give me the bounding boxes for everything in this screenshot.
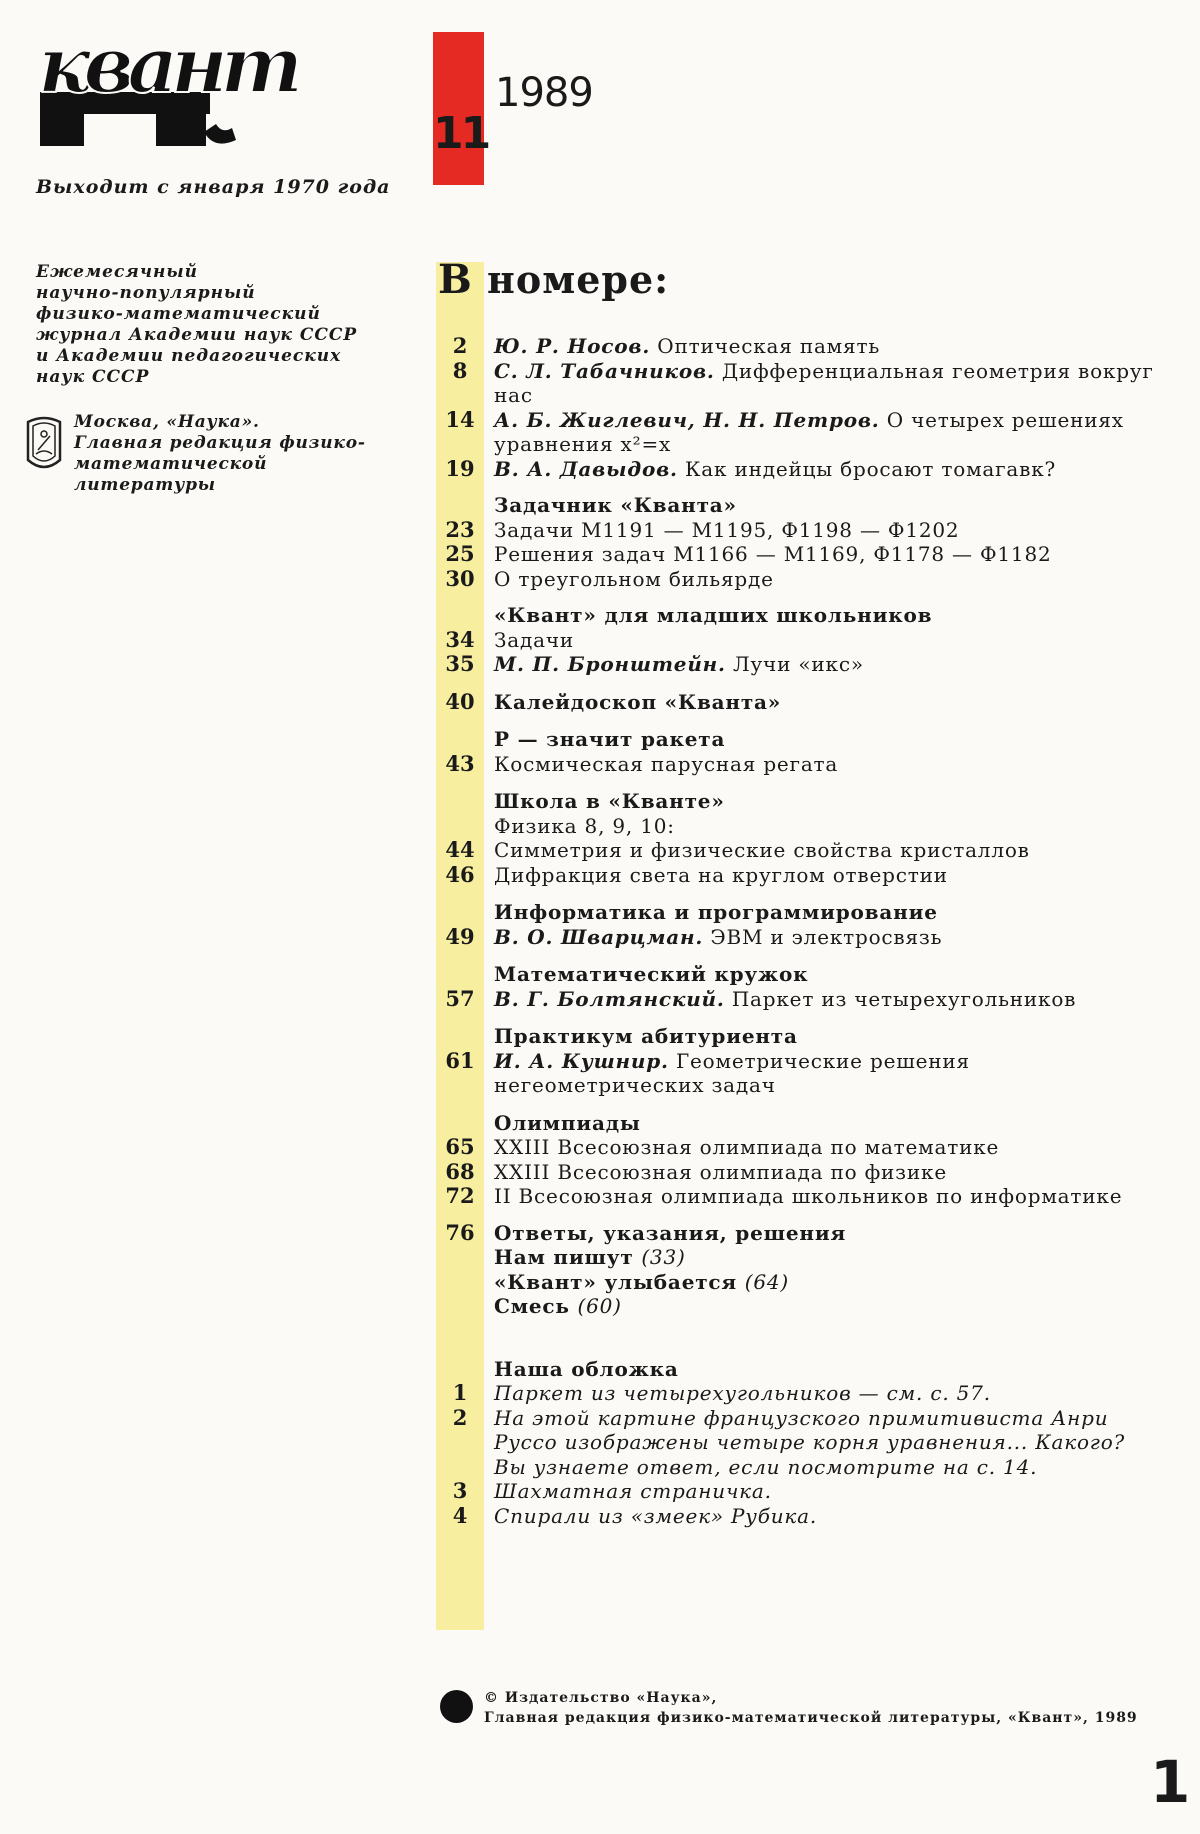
section-spacer [436,949,1176,962]
toc-row [436,1024,1176,1049]
description-line: и Академии педагогических [36,346,342,366]
toc-row [436,690,1176,715]
toc-author: М. П. Бронштейн. [494,652,726,676]
toc-row [436,334,1176,359]
toc-title: нас [494,383,533,407]
toc-entry [484,814,1176,839]
toc-entry [484,1381,1176,1406]
toc-row [436,542,1176,567]
toc-page-number: 25 [445,541,475,566]
toc-row [436,987,1176,1012]
toc-section-title: Ответы, указания, решения [494,1220,847,1245]
toc-row [436,1294,1176,1319]
toc-entry [484,1073,1176,1098]
toc-author: С. Л. Табачников. [494,358,715,383]
toc-row [436,1111,1176,1136]
toc-entry [484,863,1176,888]
toc-entry [484,1024,1176,1049]
toc-title: Задачи М1191 — М1195, Ф1198 — Ф1202 [494,517,960,542]
toc-title: Как индейцы бросают томагавк? [677,456,1057,481]
toc-title: ЭВМ и электросвязь [703,924,943,949]
toc-row [436,838,1176,863]
publisher-info [74,412,374,496]
toc-row [436,925,1176,950]
toc-entry [484,987,1176,1012]
toc-rubric: Смесь [494,1294,578,1318]
copyright-line-2: Главная редакция физико-математической литературы, «Квант», 1989 [484,1710,1138,1726]
toc-rubric-page: (64) [744,1269,789,1294]
toc-row [436,1504,1176,1529]
toc-entry [484,334,1176,359]
toc-entry [484,652,1176,677]
toc-title: Космическая парусная регата [494,751,839,776]
publication-since: Выходит с января 1970 года [36,176,391,198]
toc-row [436,1135,1176,1160]
toc-row [436,1381,1176,1406]
toc-row [436,1479,1176,1504]
toc-page-number: 46 [445,861,475,887]
toc-row [436,652,1176,677]
section-spacer [436,776,1176,789]
toc-row [436,752,1176,777]
toc-row [436,727,1176,752]
section-spacer [436,714,1176,727]
section-spacer [436,481,1176,493]
toc-section-title: Олимпиады [494,1110,641,1135]
section-spacer [436,677,1176,690]
contents-heading [438,256,669,303]
toc-title: Геометрические решения [668,1048,970,1073]
kvant-logo [36,32,304,150]
toc-row [436,1245,1176,1270]
publisher-line: Главная редакция физико- [74,433,366,453]
toc-page-number: 2 [452,1404,468,1430]
section-spacer [436,1098,1176,1111]
description-line: журнал Академии наук СССР [36,325,358,345]
table-of-contents [436,334,1176,1528]
toc-author: И. А. Кушнир. [494,1048,669,1073]
publisher-line: математической [74,454,268,474]
toc-section-title: Математический кружок [494,962,809,986]
toc-row [436,457,1176,482]
toc-entry [484,1479,1176,1504]
toc-row [436,493,1176,518]
toc-entry [484,1294,1176,1319]
toc-page-number: 65 [445,1134,475,1159]
issue-year: 1989 [495,70,593,116]
toc-rubric: Нам пишут [494,1245,642,1269]
toc-entry [484,962,1176,987]
toc-page-number: 14 [445,406,475,432]
toc-entry [484,1357,1176,1382]
toc-title: негеометрических задач [494,1073,776,1097]
toc-row [436,962,1176,987]
toc-section-title: Практикум абитуриента [494,1024,798,1048]
toc-title: Дифференциальная геометрия вокруг [714,358,1154,383]
toc-entry [484,518,1176,543]
toc-row [436,814,1176,839]
toc-row [436,1073,1176,1098]
description-line: физико-математический [36,304,321,324]
toc-entry [484,900,1176,925]
toc-row [436,567,1176,592]
toc-author: В. О. Шварцман. [494,924,704,949]
toc-title: Решения задач М1166 — М1169, Ф1178 — Ф1182 [494,542,1052,566]
toc-page-number: 44 [445,837,475,862]
toc-entry [484,628,1176,653]
toc-section-title: «Квант» для младших школьников [494,603,933,627]
toc-title: Дифракция света на круглом отверстии [494,862,948,887]
toc-title: Задачи [494,627,574,652]
toc-row [436,1270,1176,1295]
toc-page-number: 4 [452,1502,468,1528]
toc-page-number: 72 [445,1183,475,1208]
toc-page-number: 3 [452,1478,468,1503]
toc-section-title: Задачник «Кванта» [494,493,737,517]
toc-cover-note: Руссо изображены четыре корня уравнения... Какого? [494,1430,1126,1454]
toc-row [436,432,1176,457]
toc-page-number: 2 [452,333,468,358]
publisher-line: литературы [74,475,216,495]
toc-rubric-page: (60) [577,1294,622,1318]
toc-row [436,603,1176,628]
toc-title: О треугольном бильярде [494,566,774,591]
toc-cover-note: Шахматная страничка. [494,1479,772,1503]
toc-title: уравнения x²=x [494,432,672,456]
toc-entry [484,727,1176,752]
toc-author: В. А. Давыдов. [494,456,678,481]
toc-rubric-page: (33) [641,1245,686,1269]
toc-entry [484,1184,1176,1209]
bullet-dot [440,1690,473,1723]
toc-page-number: 23 [445,516,475,542]
toc-author: Ю. Р. Носов. [494,334,651,358]
toc-section-title: Школа в «Кванте» [494,789,725,813]
toc-row [436,1221,1176,1246]
toc-entry [484,1111,1176,1136]
toc-entry [484,1221,1176,1246]
toc-row [436,518,1176,543]
section-spacer [436,1209,1176,1221]
toc-row [436,1049,1176,1074]
toc-row [436,863,1176,888]
toc-page-number: 19 [445,455,475,481]
toc-title: Физика 8, 9, 10: [494,813,675,838]
toc-entry [484,1245,1176,1270]
toc-entry [484,408,1176,433]
toc-entry [484,1049,1176,1074]
toc-page-number: 57 [445,985,475,1011]
toc-row [436,900,1176,925]
toc-row [436,408,1176,433]
toc-page-number: 1 [452,1380,468,1405]
toc-row [436,1430,1176,1455]
toc-row [436,789,1176,814]
toc-entry [484,359,1176,384]
description-line: Ежемесячный [36,262,199,282]
toc-row [436,1455,1176,1480]
toc-entry [484,457,1176,482]
toc-author: А. Б. Жиглевич, Н. Н. Петров. [494,407,880,432]
toc-title: О четырех решениях [879,407,1124,432]
toc-title: Симметрия и физические свойства кристаллов [494,838,1030,862]
toc-cover-note: Паркет из четырехугольников — см. с. 57. [494,1381,991,1405]
nauka-logo-icon [24,414,64,474]
journal-description [36,262,396,388]
description-line: научно-популярный [36,283,256,303]
toc-row [436,383,1176,408]
toc-page-number: 34 [445,626,475,652]
toc-entry [484,752,1176,777]
publisher-line: Москва, «Наука». [74,412,260,432]
toc-page-number: 68 [445,1158,475,1184]
toc-entry [484,383,1176,408]
toc-rubric: «Квант» улыбается [494,1269,745,1294]
toc-page-number: 49 [445,923,475,949]
toc-entry [484,567,1176,592]
toc-cover-note: На этой картине французского примитивиста Анри [494,1405,1109,1430]
description-line: наук СССР [36,367,150,387]
toc-author: В. Г. Болтянский. [494,986,725,1011]
heading-initial: В [438,256,473,303]
toc-row [436,1406,1176,1431]
toc-entry [484,432,1176,457]
toc-section-title: Информатика и программирование [494,900,938,924]
section-spacer [436,1011,1176,1024]
toc-entry [484,603,1176,628]
issue-number: 11 [433,108,489,159]
toc-title: Лучи «икс» [725,652,864,676]
toc-entry [484,1270,1176,1295]
page-number: 1 [1150,1748,1191,1816]
toc-page-number: 30 [445,565,475,591]
toc-row [436,359,1176,384]
toc-page-number: 40 [445,688,475,714]
toc-row [436,628,1176,653]
copyright [484,1688,1184,1728]
toc-page-number: 8 [452,357,468,383]
toc-title: Оптическая память [650,334,881,358]
toc-row [436,1357,1176,1382]
toc-cover-note: Спирали из «змеек» Рубика. [494,1503,818,1528]
toc-section-title: Р — значит ракета [494,727,726,751]
toc-page-number: 61 [445,1047,475,1073]
section-spacer [436,887,1176,900]
toc-entry [484,1504,1176,1529]
toc-title: II Всесоюзная олимпиада школьников по информатике [494,1184,1123,1208]
toc-entry [484,493,1176,518]
toc-page-number: 35 [445,651,475,676]
toc-title: Паркет из четырехугольников [724,986,1077,1011]
copyright-line-1: © Издательство «Наука», [484,1690,718,1706]
toc-page-number: 43 [445,750,475,776]
toc-page-number: 76 [445,1219,475,1245]
section-spacer [436,591,1176,603]
toc-entry [484,1160,1176,1185]
logo-text: квант [38,32,300,111]
toc-row [436,1184,1176,1209]
toc-entry [484,1406,1176,1431]
toc-entry [484,1430,1176,1455]
toc-entry [484,838,1176,863]
heading-rest: номере: [472,257,670,302]
toc-entry [484,925,1176,950]
toc-title: XXIII Всесоюзная олимпиада по математике [494,1135,1000,1159]
toc-cover-note: Вы узнаете ответ, если посмотрите на с. 14. [494,1454,1038,1479]
toc-entry [484,690,1176,715]
section-spacer [436,1319,1176,1357]
toc-entry [484,1455,1176,1480]
toc-row [436,1160,1176,1185]
toc-entry [484,542,1176,567]
toc-section-title: Наша обложка [494,1356,679,1381]
toc-entry [484,789,1176,814]
toc-title: XXIII Всесоюзная олимпиада по физике [494,1159,947,1184]
toc-section-title: Калейдоскоп «Кванта» [494,689,782,714]
toc-entry [484,1135,1176,1160]
